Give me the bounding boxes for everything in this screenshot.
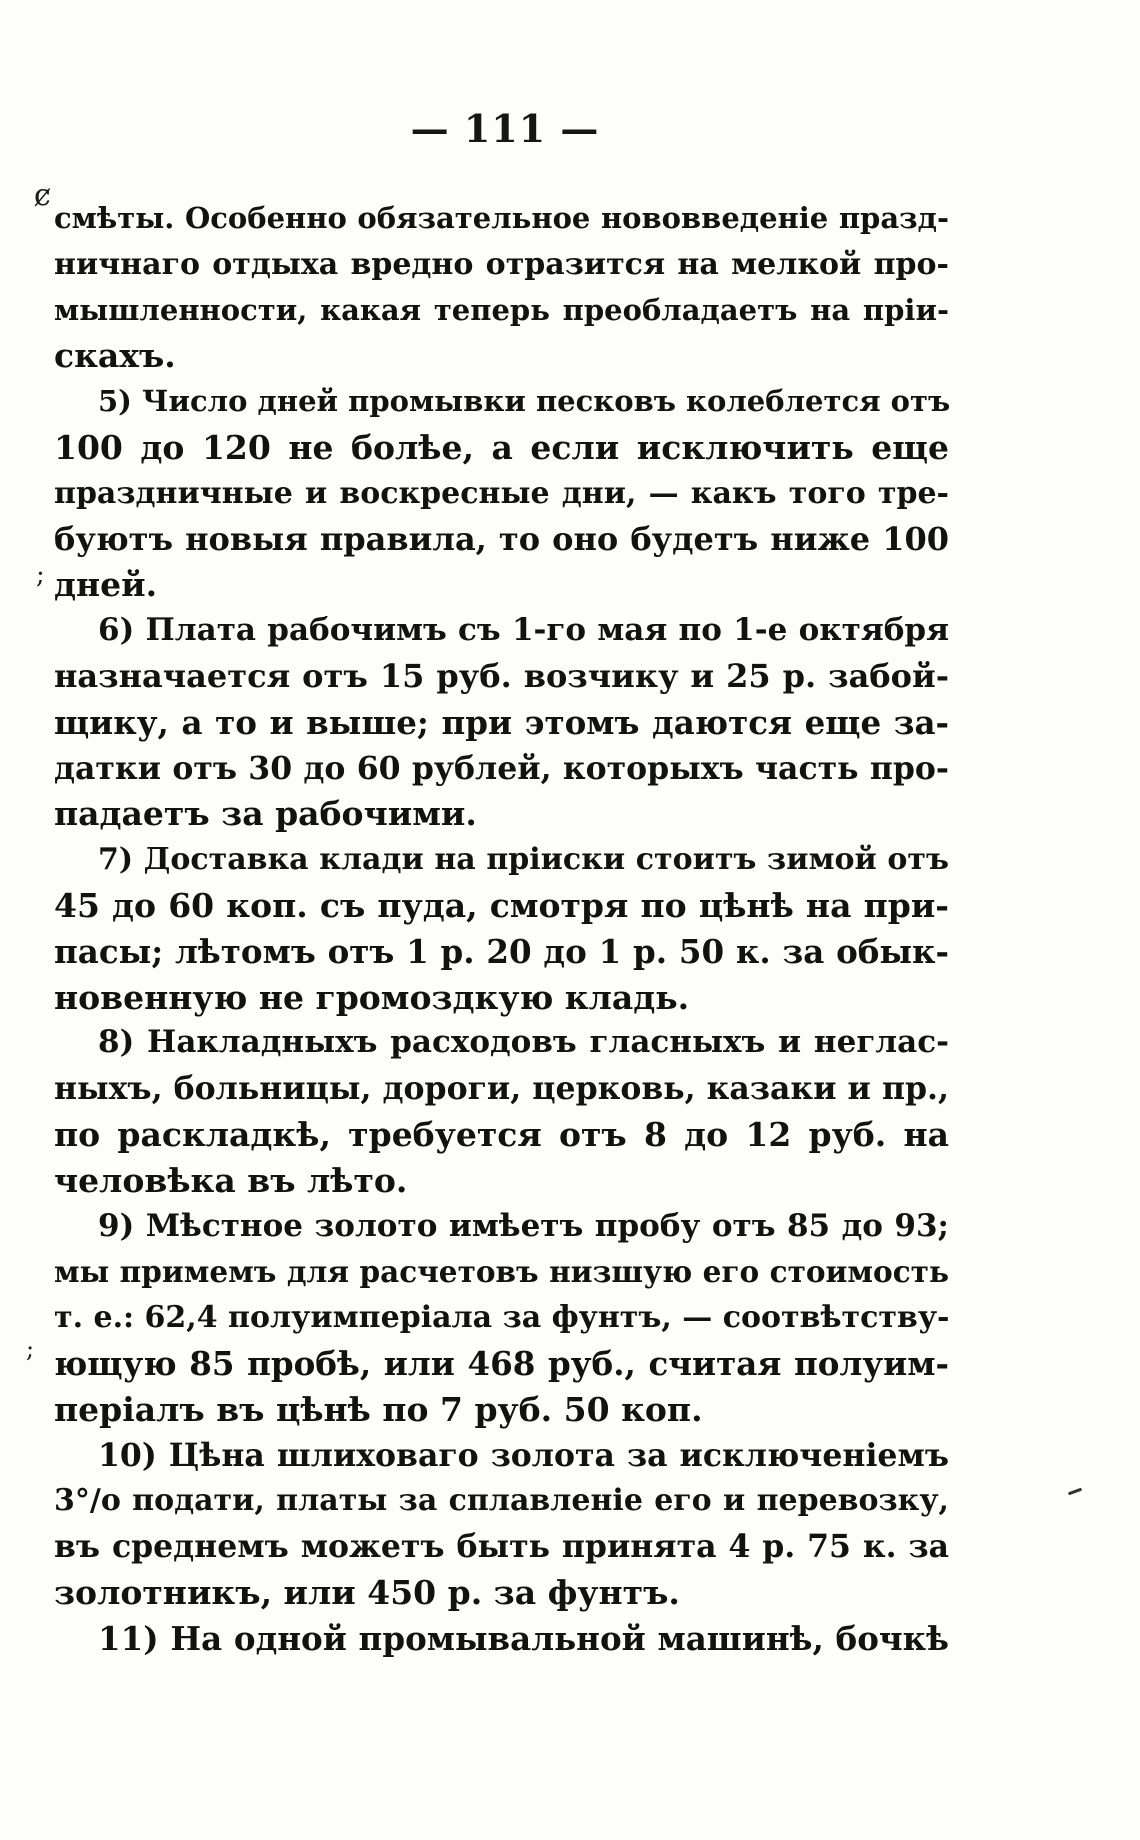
- text-line: мы примемъ для расчетовъ низшую его стоимость: [54, 1254, 949, 1290]
- text-line: смѣты. Особенно обязательное нововведеніе празд-: [54, 201, 949, 235]
- text-line: датки отъ 30 до 60 рублей, которыхъ часть про-: [54, 749, 949, 787]
- text-line: человѣка въ лѣто.: [54, 1160, 408, 1200]
- text-line: 3°/о подати, платы за сплавленіе его и перевозку,: [54, 1483, 949, 1519]
- text-line: 10) Цѣна шлиховаго золота за исключеніемъ: [98, 1436, 949, 1474]
- text-line: падаетъ за рабочими.: [54, 794, 477, 834]
- page-number: — 111 —: [410, 106, 600, 151]
- text-line: новенную не громоздкую кладь.: [54, 977, 690, 1017]
- text-line: т. е.: 62,4 полуимперіала за фунтъ, — соотвѣтству-: [54, 1300, 950, 1336]
- text-line: 45 до 60 коп. съ пуда, смотря по цѣнѣ на при-: [54, 885, 949, 925]
- text-line: пасы; лѣтомъ отъ 1 р. 20 до 1 р. 50 к. за обык-: [54, 931, 949, 971]
- text-line: 6) Плата рабочимъ съ 1-го мая по 1-е октября: [98, 612, 949, 649]
- text-line: по раскладкѣ, требуется отъ 8 до 12 руб. на: [54, 1114, 949, 1154]
- text-line: буютъ новыя правила, то оно будетъ ниже 100: [54, 519, 949, 558]
- margin-mark-middle: ;: [36, 560, 45, 590]
- text-line: скахъ.: [54, 336, 176, 376]
- text-line: 5) Число дней промывки песковъ колеблется отъ: [98, 384, 951, 419]
- text-line: 7) Доставка клади на пріиски стоитъ зимой отъ: [98, 842, 949, 878]
- text-line: 8) Накладныхъ расходовъ гласныхъ и неглас-: [98, 1024, 949, 1061]
- text-line: въ среднемъ можетъ быть принята 4 р. 75 к. за: [54, 1528, 949, 1566]
- text-line: ничнаго отдыха вредно отразится на мелкой про-: [54, 246, 949, 282]
- text-line: мышленности, какая теперь преобладаетъ на пріи-: [54, 292, 949, 327]
- text-line: щику, а то и выше; при этомъ даются еще за-: [54, 702, 949, 742]
- text-line: періалъ въ цѣнѣ по 7 руб. 50 коп.: [54, 1389, 703, 1429]
- text-line: ныхъ, больницы, дороги, церковь, казаки и пр.,: [54, 1070, 949, 1108]
- text-line: 9) Мѣстное золото имѣетъ пробу отъ 85 до 93;: [98, 1207, 949, 1244]
- text-line: праздничные и воскресные дни, — какъ того тре-: [54, 475, 949, 511]
- scan-speck: [1068, 1488, 1082, 1496]
- text-line: назначается отъ 15 руб. возчику и 25 р. забой-: [54, 656, 949, 695]
- text-line: дней.: [54, 565, 158, 605]
- margin-mark-top: ȼ: [34, 178, 51, 213]
- margin-mark-bottom: ;: [26, 1335, 35, 1363]
- text-line: 100 до 120 не болѣе, а если исключить еще: [54, 427, 949, 467]
- text-line: ющую 85 пробѣ, или 468 руб., считая полуим-: [54, 1343, 949, 1383]
- text-line: 11) На одной промывальной машинѣ, бочкѣ: [98, 1618, 949, 1658]
- body-text: [54, 196, 949, 1662]
- text-line: золотникъ, или 450 р. за фунтъ.: [54, 1572, 680, 1612]
